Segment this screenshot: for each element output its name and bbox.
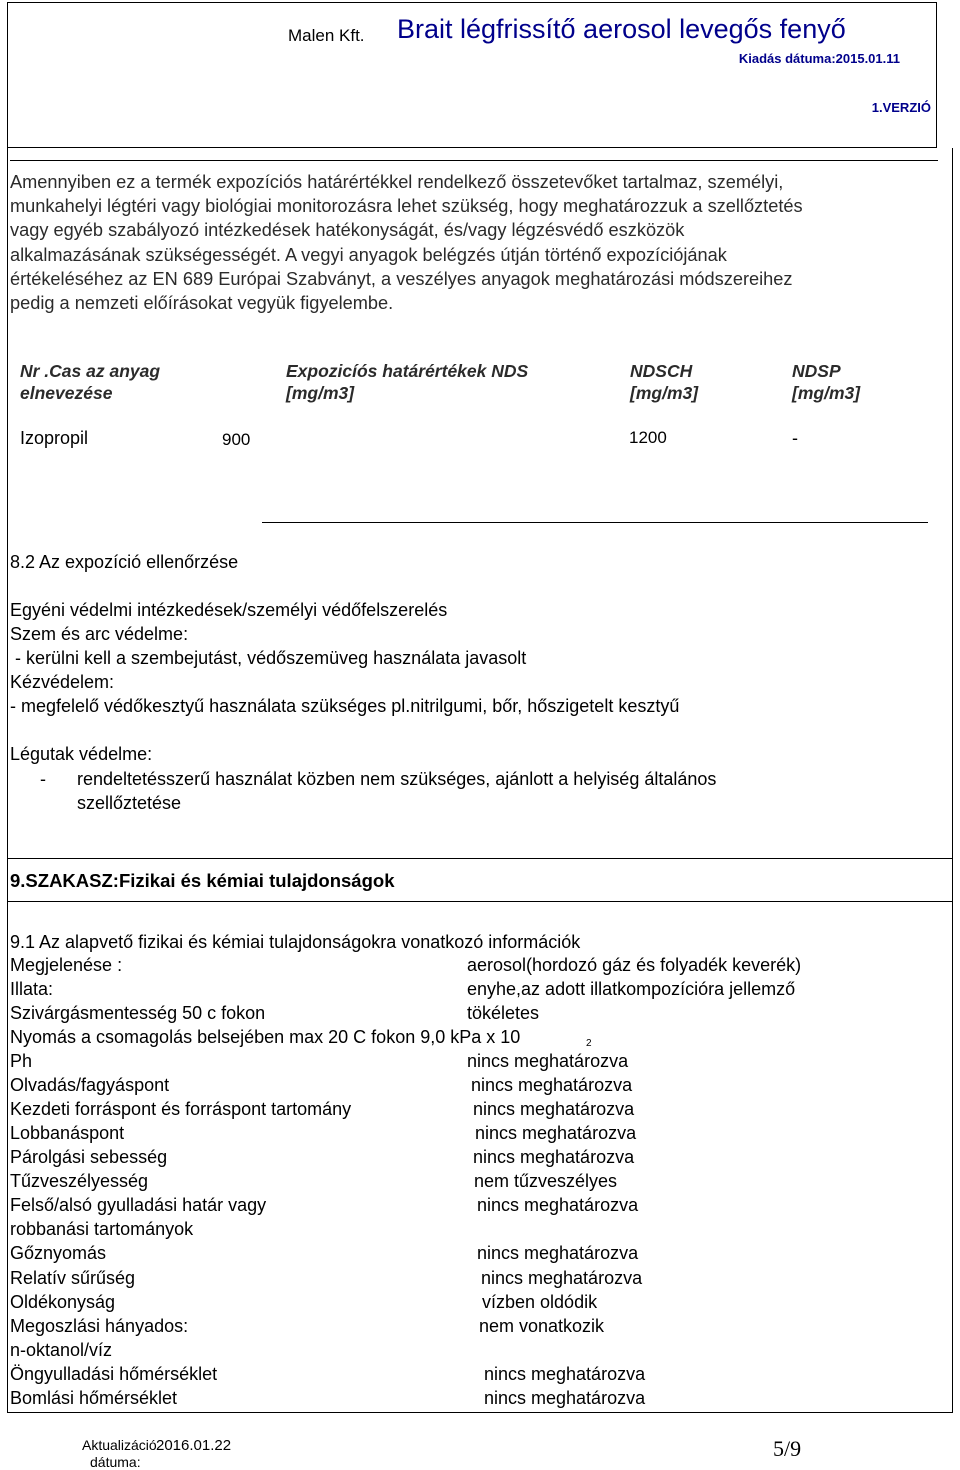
table-header-name [20, 360, 160, 404]
property-value: nincs meghatározva [475, 1123, 637, 1143]
section-8-2-line: Szem és arc védelme: [10, 624, 189, 644]
header-line: [mg/m3] [630, 383, 699, 403]
table-cell-ndsp: - [792, 428, 798, 448]
property-label: Lobbanáspont [10, 1123, 125, 1143]
property-label: n-oktanol/víz [10, 1340, 113, 1360]
table-cell-name: Izopropil [20, 428, 89, 448]
property-value: nincs meghatározva [484, 1388, 646, 1408]
property-label: Gőznyomás [10, 1243, 107, 1263]
property-label: Olvadás/fagyáspont [10, 1075, 170, 1095]
intro-line: Amennyiben ez a termék expozíciós határértékkel rendelkező összetevőket tartalmaz, személyi, [10, 172, 784, 192]
property-label: Öngyulladási hőmérséklet [10, 1364, 218, 1384]
table-cell-ndsch: 1200 [629, 428, 667, 447]
intro-line: munkahelyi légtéri vagy biológiai monitorozásra lehet szükség, hogy meghatározzuk a szellőztetés [10, 196, 803, 217]
property-label: Kezdeti forráspont és forráspont tartomány [10, 1099, 352, 1119]
table-header-nds [286, 360, 528, 404]
intro-line: pedig a nemzeti előírásokat vegyük figyelembe. [10, 293, 394, 314]
property-label: Illata: [10, 979, 54, 999]
property-value: vízben oldódik [482, 1292, 598, 1312]
property-label: Párolgási sebesség [10, 1147, 168, 1167]
divider [262, 522, 928, 523]
intro-line: alkalmazásának szükségességét. A vegyi anyagok belégzés útján történő expozíciójának [10, 244, 727, 265]
section-9-subtitle: 9.1 Az alapvető fizikai és kémiai tulajdonságokra vonatkozó információk [10, 932, 581, 952]
property-value: nem vonatkozik [479, 1316, 605, 1336]
respiratory-title: Légutak védelme: [10, 744, 153, 764]
property-label: Megoszlási hányados: [10, 1316, 189, 1336]
property-value: nincs meghatározva [473, 1099, 635, 1119]
header-line: NDSP [792, 361, 841, 381]
footer-update-date: 2016.01.22 [156, 1437, 232, 1454]
property-value: tökéletes [467, 1003, 540, 1023]
section-8-2-line: Egyéni védelmi intézkedések/személyi védőfelszerelés [10, 600, 448, 620]
property-label: Megjelenése : [10, 955, 123, 975]
table-header-ndsp [792, 360, 860, 404]
property-value: nincs meghatározva [473, 1147, 635, 1167]
header-line: elnevezése [20, 383, 113, 403]
section-9-title: 9.SZAKASZ:Fizikai és kémiai tulajdonságok [10, 870, 395, 891]
property-value: aerosol(hordozó gáz és folyadék keverék) [467, 955, 802, 975]
table-header-ndsch [630, 360, 698, 404]
page-number: 5/9 [773, 1436, 802, 1461]
respiratory-line: szellőztetése [77, 793, 182, 813]
table-cell-nds: 900 [222, 430, 251, 449]
section-8-2-line: Kézvédelem: [10, 672, 115, 692]
respiratory-dash: - [40, 769, 46, 789]
intro-line: értékeléséhez az EN 689 Európai Szabványt, a veszélyes anyagok meghatározási módszereihez [10, 268, 793, 289]
intro-line: vagy egyéb szabályozó intézkedések hatékonyságát, és/vagy légzésvédő eszközök [10, 220, 685, 241]
property-value: nincs meghatározva [477, 1195, 639, 1215]
product-title: Brait légfrissítő aerosol levegős fenyő [397, 14, 846, 44]
section-8-2-title: 8.2 Az expozíció ellenőrzése [10, 552, 239, 572]
header-line: [mg/m3] [286, 383, 355, 403]
property-value: nincs meghatározva [471, 1075, 633, 1095]
header-line: NDSCH [630, 361, 693, 381]
property-label: Ph [10, 1051, 33, 1071]
property-value: nem tűzveszélyes [474, 1171, 618, 1191]
header-line: [mg/m3] [792, 383, 861, 403]
property-value: nincs meghatározva [477, 1243, 639, 1263]
issue-date: Kiadás dátuma:2015.01.11 [738, 51, 900, 66]
footer-divider [7, 1412, 953, 1413]
property-label: Relatív sűrűség [10, 1268, 136, 1288]
property-label: Tűzveszélyesség [10, 1171, 149, 1191]
property-value: enyhe,az adott illatkompozícióra jellemző [467, 979, 796, 999]
property-value: nincs meghatározva [467, 1051, 629, 1071]
header-line: Expozicíós határértékek NDS [286, 361, 529, 381]
property-label: Nyomás a csomagolás belsejében max 20 C fokon 9,0 kPa x 10 [10, 1027, 521, 1047]
company-name: Malen Kft. [288, 26, 365, 45]
divider [10, 160, 938, 161]
respiratory-line: rendeltetésszerű használat közben nem szükséges, ajánlott a helyiség általános [77, 769, 717, 789]
footer-update-label: Aktualizáció [82, 1437, 157, 1453]
header-line: Nr .Cas az anyag [20, 361, 161, 381]
footer-update-label: dátuma: [90, 1454, 141, 1470]
section-8-2-line: - megfelelő védőkesztyű használata szükséges pl.nitrilgumi, bőr, hőszigetelt kesztyű [10, 696, 680, 716]
intro-paragraph [10, 170, 945, 315]
version-label: 1.VERZIÓ [871, 100, 931, 115]
property-label: Oldékonyság [10, 1292, 116, 1312]
property-value-superscript: 2 [586, 1038, 592, 1049]
property-label: robbanási tartományok [10, 1219, 194, 1239]
section-8-2-line: - kerülni kell a szembejutást, védőszemüveg használata javasolt [10, 648, 527, 668]
property-label: Szivárgásmentesség 50 c fokon [10, 1003, 266, 1023]
property-value: nincs meghatározva [481, 1268, 643, 1288]
property-value: nincs meghatározva [484, 1364, 646, 1384]
property-label: Felső/alsó gyulladási határ vagy [10, 1195, 267, 1215]
property-label: Bomlási hőmérséklet [10, 1388, 178, 1408]
